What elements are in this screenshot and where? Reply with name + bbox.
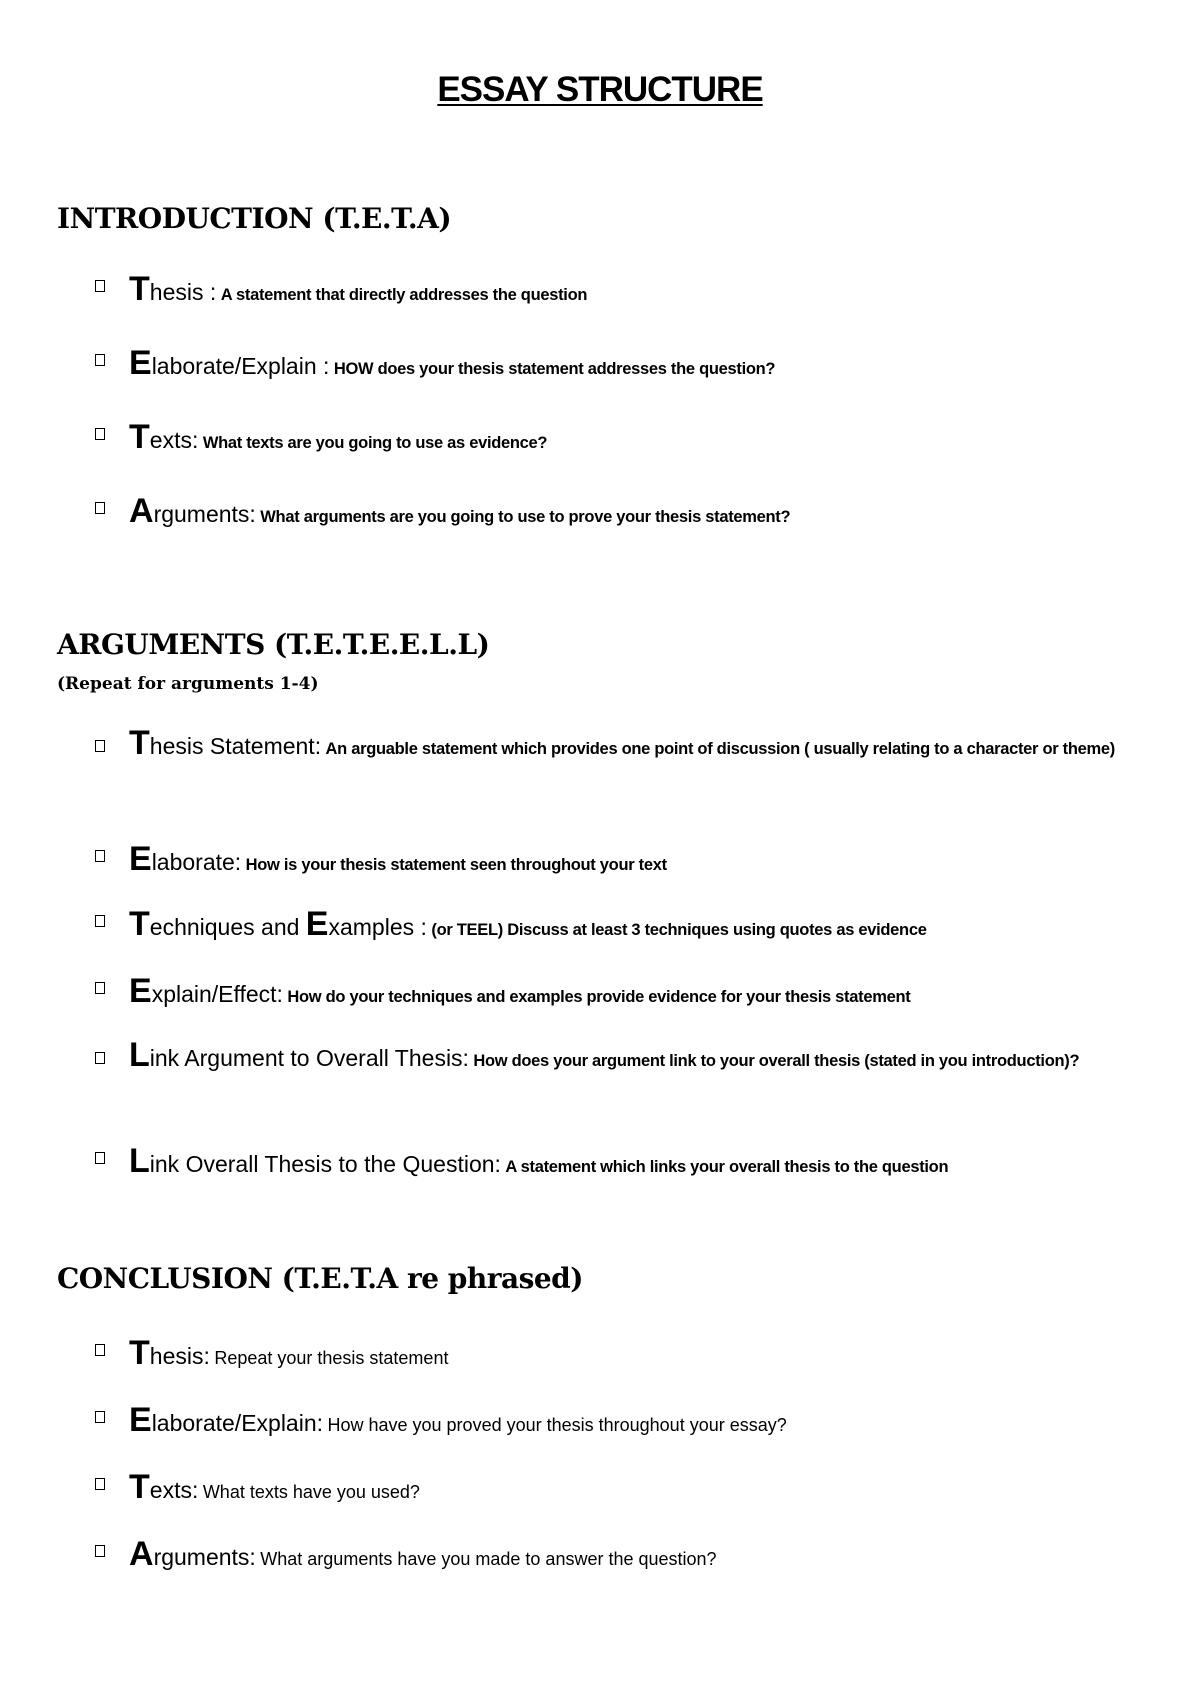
bullet-icon (95, 428, 105, 440)
term-initial: E (305, 905, 329, 943)
item-text (129, 718, 1179, 775)
item-text (129, 1535, 1179, 1574)
bullet-icon (95, 354, 105, 366)
term-initial: A (129, 1535, 154, 1573)
term-description: What arguments have you made to answer the question? (260, 1549, 717, 1569)
item-text (129, 492, 1179, 531)
term-label: rguments: (153, 1544, 256, 1570)
term-label: laborate/Explain: (151, 1410, 324, 1436)
term-initial: T (129, 1334, 150, 1372)
term-initial: E (129, 840, 152, 878)
term-description: How have you proved your thesis throughout your essay? (327, 1415, 787, 1435)
term-description: What texts are you going to use as evidence? (202, 434, 548, 452)
term-initial: E (129, 972, 152, 1010)
bullet-icon (95, 1152, 105, 1164)
term-description: A statement that directly addresses the question (220, 286, 588, 304)
document-title: ESSAY STRUCTURE (437, 70, 763, 109)
term-label: xamples : (328, 914, 427, 940)
term-label: xplain/Effect: (151, 981, 283, 1007)
term-initial: T (129, 1468, 150, 1506)
bullet-icon (95, 1411, 105, 1423)
introduction-heading: INTRODUCTION (T.E.T.A) (57, 202, 452, 235)
term-description: (or TEEL) Discuss at least 3 techniques using quotes as evidence (431, 921, 927, 939)
item-text (129, 418, 1179, 457)
term-label: exts: (149, 427, 199, 453)
term-initial: L (129, 1036, 150, 1074)
term-initial: T (129, 905, 150, 943)
bullet-icon (95, 982, 105, 994)
term-label: laborate: (151, 849, 242, 875)
term-initial: E (129, 1401, 152, 1439)
bullet-icon (95, 1052, 105, 1064)
term-description: How is your thesis statement seen throughout your text (245, 856, 667, 874)
item-text (129, 1334, 1179, 1373)
term-description: Repeat your thesis statement (214, 1348, 449, 1368)
conclusion-heading: CONCLUSION (T.E.T.A re phrased) (57, 1262, 583, 1295)
bullet-icon (95, 502, 105, 514)
term-label: exts: (149, 1477, 199, 1503)
term-initial: E (129, 344, 152, 382)
term-description: What texts have you used? (202, 1482, 420, 1502)
term-description: What arguments are you going to use to prove your thesis statement? (260, 508, 791, 526)
term-description: How does your argument link to your overall thesis (stated in you introduction)? (473, 1052, 1080, 1070)
term-label: hesis: (149, 1343, 210, 1369)
bullet-icon (95, 740, 105, 752)
item-text (129, 1468, 1179, 1507)
arguments-heading: ARGUMENTS (T.E.T.E.E.L.L) (57, 628, 490, 661)
item-text (129, 344, 1179, 383)
item-text (129, 1401, 1179, 1440)
term-label: ink Overall Thesis to the Question: (149, 1151, 501, 1177)
item-text (129, 1030, 1129, 1087)
term-label: hesis : (149, 279, 217, 305)
term-initial: T (129, 724, 150, 762)
term-description: How do your techniques and examples provide evidence for your thesis statement (287, 988, 911, 1006)
bullet-icon (95, 1545, 105, 1557)
item-text (129, 840, 1179, 879)
item-text (129, 270, 1179, 309)
term-label: rguments: (153, 501, 256, 527)
bullet-icon (95, 280, 105, 292)
term-label: ink Argument to Overall Thesis: (149, 1045, 469, 1071)
term-label: hesis Statement: (149, 733, 322, 759)
term-label: laborate/Explain : (151, 353, 330, 379)
item-text (129, 1142, 1179, 1181)
term-initial: L (129, 1142, 150, 1180)
item-text (129, 972, 1179, 1011)
term-description: An arguable statement which provides one point of discussion ( usually relating to a character or theme) (325, 740, 1115, 758)
arguments-note: (Repeat for arguments 1-4) (57, 674, 319, 694)
bullet-icon (95, 915, 105, 927)
item-text (129, 905, 1179, 944)
bullet-icon (95, 850, 105, 862)
term-initial: T (129, 270, 150, 308)
term-description: HOW does your thesis statement addresses the question? (333, 360, 776, 378)
term-label: echniques and (149, 914, 306, 940)
term-initial: T (129, 418, 150, 456)
term-initial: A (129, 492, 154, 530)
bullet-icon (95, 1344, 105, 1356)
term-description: A statement which links your overall thesis to the question (505, 1158, 949, 1176)
bullet-icon (95, 1478, 105, 1490)
